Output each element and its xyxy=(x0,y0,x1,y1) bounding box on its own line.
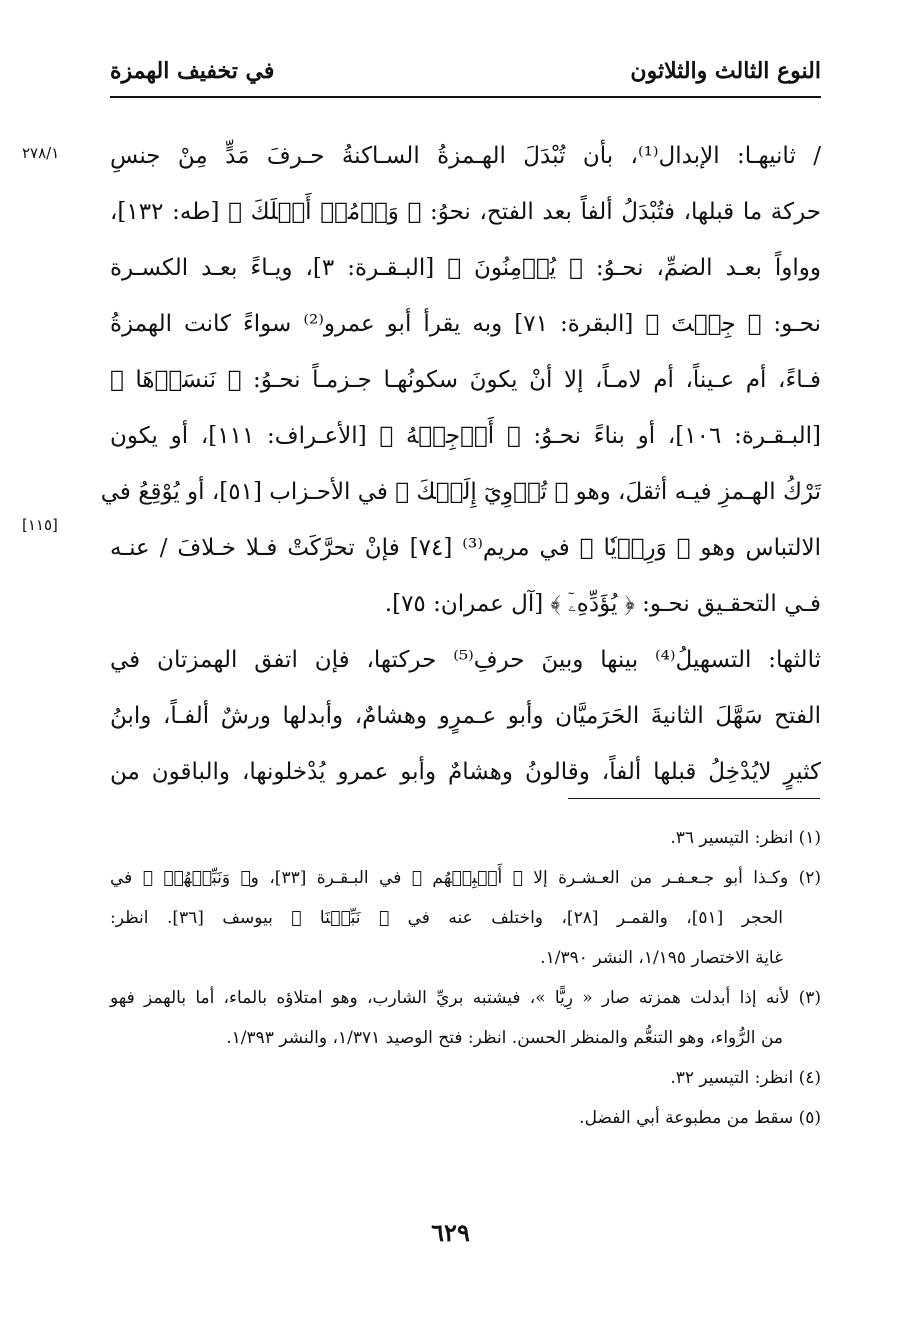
footnote-line: (٣) لأنه إذا أبدلت همزته صار « رِيًّا »، فيشتبه بريِّ الشارب، وهو امتلاؤه بالماء، أما بالهمز فهو xyxy=(110,988,821,1008)
margin-reference: [١١٥] xyxy=(22,516,58,534)
text-line: حركة ما قبلها، فتُبْدَلُ ألفاً بعد الفتح، نحوُ: ﴿ وَأۡمُرۡ أَهۡلَكَ ﴾ [طه: ١٣٢]، xyxy=(110,199,821,225)
text-line: الالتباس وهو ﴿ وَرِءۡيٗا ﴾ في مريم⁽³⁾ [٧٤] فإنْ تحرَّكَتْ فـلا خـلافَ / عنـه xyxy=(110,535,821,561)
footnote-line: (١) انظر: التيسير ٣٦. xyxy=(670,828,821,848)
text-line: كثيرٍ لايُدْخِلُ قبلها ألفاً، وقالونُ وهشامٌ وأبو عمرو يُدْخلونها، والباقون من xyxy=(110,759,821,785)
section-title: في تخفيف الهمزة xyxy=(110,58,275,84)
text-line: / ثانيهـا: الإبدال⁽¹⁾، بأن تُبْدَلَ الهـمزةُ السـاكنةُ حـرفَ مَدٍّ مِنْ جنسِ xyxy=(110,143,822,169)
running-header xyxy=(110,52,821,98)
text-line: فـاءً، أم عـيناً، أم لامـاً، إلا أنْ يكونَ سكونُهـا جـزمـاً نحـوُ: ﴿ نَنسَأۡهَا ﴾ xyxy=(110,367,821,393)
footnote-line: (٤) انظر: التيسير ٣٢. xyxy=(670,1068,821,1088)
text-line: فـي التحقـيق نحـو: ﴿ يُؤَدِّهِۦٓ ﴾ [آل عمران: ٧٥]. xyxy=(384,591,821,617)
text-line: [البـقـرة: ١٠٦]، أو بناءً نحـوُ: ﴿ أَرۡجِئۡهُ ﴾ [الأعـراف: ١١١]، أو يكون xyxy=(110,423,821,449)
chapter-title: النوع الثالث والثلاثون xyxy=(630,58,821,84)
main-text xyxy=(100,128,822,800)
text-line: الفتح سَهَّلَ الثانيةَ الحَرَميَّان وأبو عـمرٍو وهشامٌ، وأبدلها ورشٌ ألفـاً، وابنُ xyxy=(110,703,821,729)
footnote-separator xyxy=(568,798,820,799)
footnote-line: (٥) سقط من مطبوعة أبي الفضل. xyxy=(579,1108,821,1128)
footnotes xyxy=(110,818,821,1138)
text-line: ثالثها: التسهيلُ⁽⁴⁾ بينها وبينَ حرفِ⁽⁵⁾ حركتها، فإن اتفق الهمزتان في xyxy=(110,647,821,673)
text-line: وواواً بعـد الضمِّ، نحـوُ: ﴿ يُؤۡمِنُونَ ﴾ [البـقـرة: ٣]، ويـاءً بعـد الكسـرة xyxy=(110,255,821,281)
text-line: تَرْكُ الهـمزِ فيـه أثقلَ، وهو ﴿ تُؤۡوِيٓ إِلَيۡكَ ﴾ في الأحـزاب [٥١]، أو يُوْقِعُ في xyxy=(100,479,821,505)
page-number: ٦٢٩ xyxy=(431,1218,470,1247)
footnote-line: الحجر [٥١]، والقمـر [٢٨]، واختلف عنه في ﴿ نَبِّئۡنَا ﴾ بيوسف [٣٦]. انظر: xyxy=(110,908,783,928)
footnote-line: من الرُّواء، وهو التنعُّم والمنظر الحسن. انظر: فتح الوصيد ١/٣٧١، والنشر ١/٣٩٣. xyxy=(226,1028,783,1048)
footnote-line: غاية الاختصار ١/١٩٥، النشر ١/٣٩٠. xyxy=(540,948,783,968)
margin-reference: ٢٧٨/١ xyxy=(22,144,60,162)
footnote-line: (٢) وكـذا أبو جـعـفـر من العـشـرة إلا ﴿ أَنۢبِئۡهُم ﴾ في البـقـرة [٣٣]، و﴿ وَنَبِّئۡهُمۡ ﴾ في xyxy=(110,868,821,888)
text-line: نحـو: ﴿ جِئۡتَ ﴾ [البقرة: ٧١] وبه يقرأ أبو عمرو⁽²⁾ سواءً كانت الهمزةُ xyxy=(110,311,821,337)
